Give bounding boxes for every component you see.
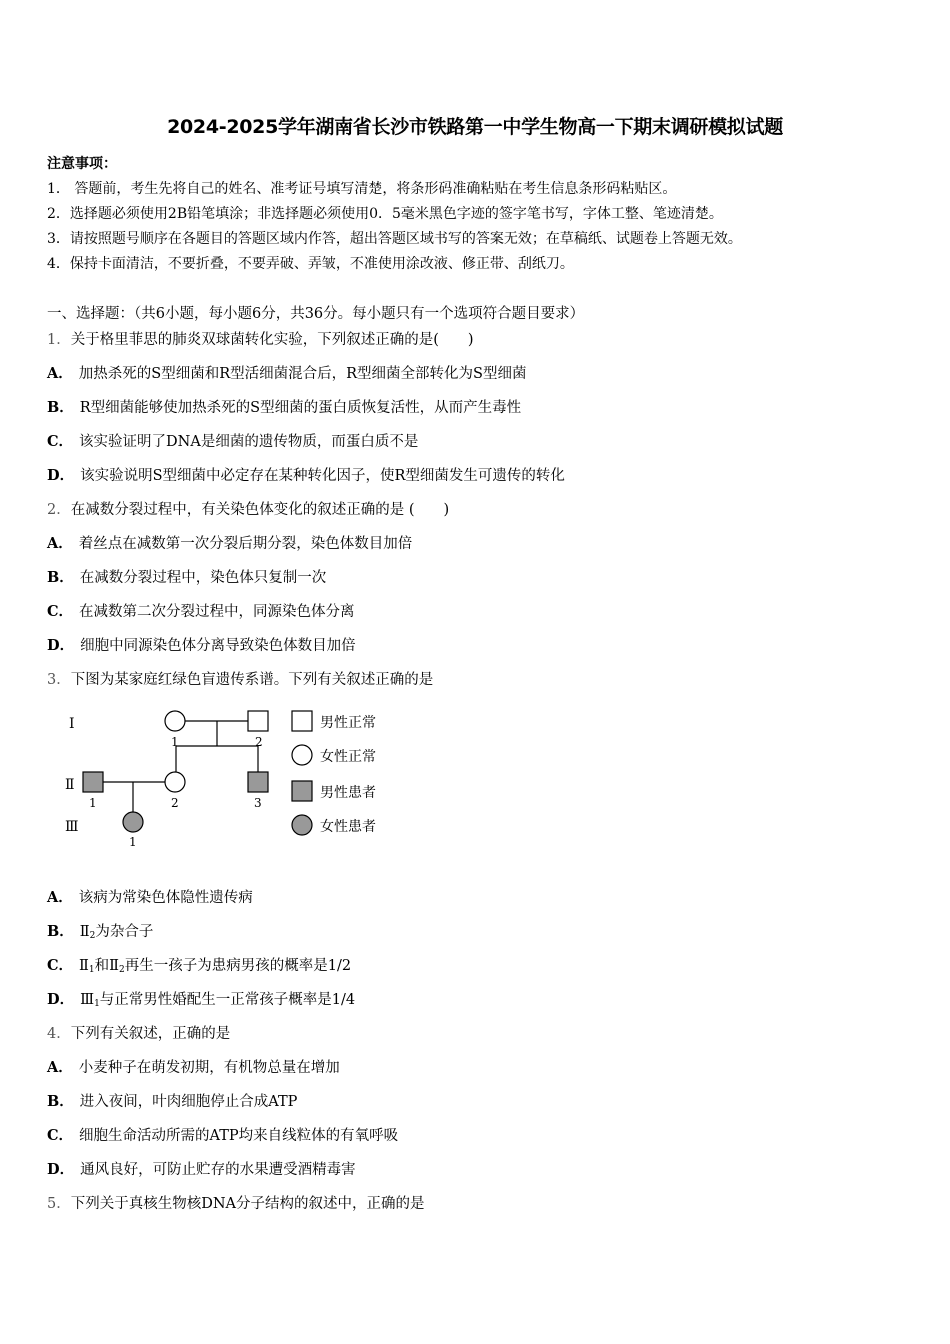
option-b [47, 396, 521, 417]
question-4 [47, 1022, 230, 1043]
female-affected-symbol [123, 812, 143, 832]
option-letter: D． [47, 637, 75, 654]
option-a [47, 362, 526, 383]
option-c [47, 600, 355, 621]
option-c [47, 1124, 398, 1145]
legend-female-normal-icon [292, 745, 312, 765]
option-letter: B． [47, 569, 74, 586]
option-letter: B． [47, 1093, 74, 1110]
option-text: 进入夜间，叶肉细胞停止合成ATP [79, 1094, 298, 1110]
pedigree-chart [55, 700, 405, 860]
legend-label: 男性患者 [320, 785, 376, 801]
notice-item: 3．请按照题号顺序在各题目的答题区域内作答，超出答题区域书写的答案无效；在草稿纸、试题卷上答题无效。 [47, 231, 742, 247]
page-title: 2024-2025学年湖南省长沙市铁路第一中学生物高一下期末调研模拟试题 [167, 116, 783, 138]
individual-label: 1 [129, 835, 137, 849]
option-d [47, 634, 356, 655]
legend-female-affected-icon [292, 815, 312, 835]
generation-label: Ⅲ [65, 819, 79, 835]
pedigree-lines [103, 721, 258, 812]
option-a [47, 886, 253, 907]
option-letter: A． [47, 1059, 73, 1076]
notice-item: 4．保持卡面清洁，不要折叠，不要弄破、弄皱，不准使用涂改液、修正带、刮纸刀。 [47, 256, 574, 272]
option-text: 再生一孩子为患病男孩的概率是1/2 [124, 958, 352, 974]
option-letter: B． [47, 399, 74, 416]
option-letter: A． [47, 365, 73, 382]
option-b [47, 566, 326, 587]
option-text: 与正常男性婚配生一正常孩子概率是1/4 [99, 992, 356, 1008]
question-stem: 下图为某家庭红绿色盲遗传系谱。下列有关叙述正确的是 [70, 672, 434, 688]
question-5 [47, 1192, 425, 1213]
option-text: 该病为常染色体隐性遗传病 [78, 890, 253, 906]
question-1 [47, 328, 474, 349]
option-text: 小麦种子在萌发初期，有机物总量在增加 [78, 1060, 340, 1076]
question-stem: 在减数分裂过程中，有关染色体变化的叙述正确的是 ( ) [70, 502, 450, 518]
question-number: 1． [47, 332, 71, 348]
option-letter: D． [47, 991, 75, 1008]
individual-label: 1 [89, 796, 97, 810]
male-affected-symbol [83, 772, 103, 792]
male-affected-symbol [248, 772, 268, 792]
question-number: 4． [47, 1026, 71, 1042]
individual-label: 1 [171, 735, 179, 749]
option-text: R型细菌能够使加热杀死的S型细菌的蛋白质恢复活性，从而产生毒性 [79, 400, 522, 416]
legend-male-affected-icon [292, 781, 312, 801]
generation-label: Ⅱ [65, 777, 75, 793]
individual-label: 3 [254, 796, 262, 810]
legend-male-normal-icon [292, 711, 312, 731]
male-normal-symbol [248, 711, 268, 731]
option-text: 为杂合子 [95, 924, 154, 940]
section-heading: 一、选择题：（共6小题，每小题6分，共36分。每小题只有一个选项符合题目要求） [47, 306, 585, 322]
question-2 [47, 498, 449, 519]
individual-label: 2 [255, 735, 263, 749]
legend-label: 女性正常 [320, 749, 376, 765]
option-text: 细胞生命活动所需的ATP均来自线粒体的有氧呼吸 [79, 1128, 399, 1144]
notice-item: 2．选择题必须使用2B铅笔填涂；非选择题必须使用0．5毫米黑色字迹的签字笔书写，字体工整、笔迹清楚。 [47, 206, 723, 222]
question-stem: 下列有关叙述，正确的是 [70, 1026, 231, 1042]
option-text: 细胞中同源染色体分离导致染色体数目加倍 [80, 638, 356, 654]
subscript: 2 [119, 965, 125, 975]
question-3 [47, 668, 433, 689]
option-text: 着丝点在减数第一次分裂后期分裂，染色体数目加倍 [78, 536, 413, 552]
option-text: Ⅱ [79, 958, 89, 974]
female-normal-symbol [165, 772, 185, 792]
option-text: Ⅲ [80, 992, 95, 1008]
legend-label: 女性患者 [320, 819, 376, 835]
generation-label: Ⅰ [69, 716, 75, 732]
option-letter: A． [47, 889, 73, 906]
subscript: 2 [89, 931, 96, 941]
option-b [47, 1090, 297, 1111]
option-letter: C． [47, 957, 74, 974]
subscript: 1 [94, 999, 100, 1009]
notice-heading: 注意事项： [47, 156, 117, 172]
option-text: 通风良好，可防止贮存的水果遭受酒精毒害 [80, 1162, 356, 1178]
subscript: 1 [88, 965, 95, 975]
option-a [47, 1056, 340, 1077]
option-text: 和Ⅱ [94, 958, 119, 974]
option-c [47, 954, 351, 975]
option-text: 加热杀死的S型细菌和R型活细菌混合后，R型细菌全部转化为S型细菌 [78, 366, 527, 382]
option-letter: A． [47, 535, 73, 552]
question-number: 2． [47, 502, 71, 518]
option-d [47, 988, 355, 1009]
question-number: 3． [47, 672, 71, 688]
option-letter: C． [47, 1127, 74, 1144]
option-letter: D． [47, 1161, 75, 1178]
option-text: 在减数分裂过程中，染色体只复制一次 [79, 570, 327, 586]
question-stem: 下列关于真核生物核DNA分子结构的叙述中，正确的是 [70, 1196, 425, 1212]
option-letter: C． [47, 603, 74, 620]
individual-label: 2 [171, 796, 179, 810]
notice-item: 1． 答题前，考生先将自己的姓名、准考证号填写清楚，将条形码准确粘贴在考生信息条形码粘贴区。 [47, 181, 677, 197]
female-normal-symbol [165, 711, 185, 731]
option-d [47, 1158, 356, 1179]
option-d [47, 464, 565, 485]
option-c [47, 430, 418, 451]
option-letter: D． [47, 467, 75, 484]
option-text: Ⅱ [79, 924, 90, 940]
option-a [47, 532, 412, 553]
option-text: 该实验说明S型细菌中必定存在某种转化因子，使R型细菌发生可遗传的转化 [80, 468, 565, 484]
option-text: 在减数第二次分裂过程中，同源染色体分离 [79, 604, 355, 620]
pedigree-legend [292, 711, 376, 835]
legend-label: 男性正常 [320, 715, 376, 731]
option-letter: C． [47, 433, 74, 450]
option-text: 该实验证明了DNA是细菌的遗传物质，而蛋白质不是 [79, 434, 419, 450]
question-stem: 关于格里菲思的肺炎双球菌转化实验，下列叙述正确的是( ) [70, 332, 474, 348]
question-number: 5． [47, 1196, 71, 1212]
option-b [47, 920, 153, 941]
option-letter: B． [47, 923, 74, 940]
